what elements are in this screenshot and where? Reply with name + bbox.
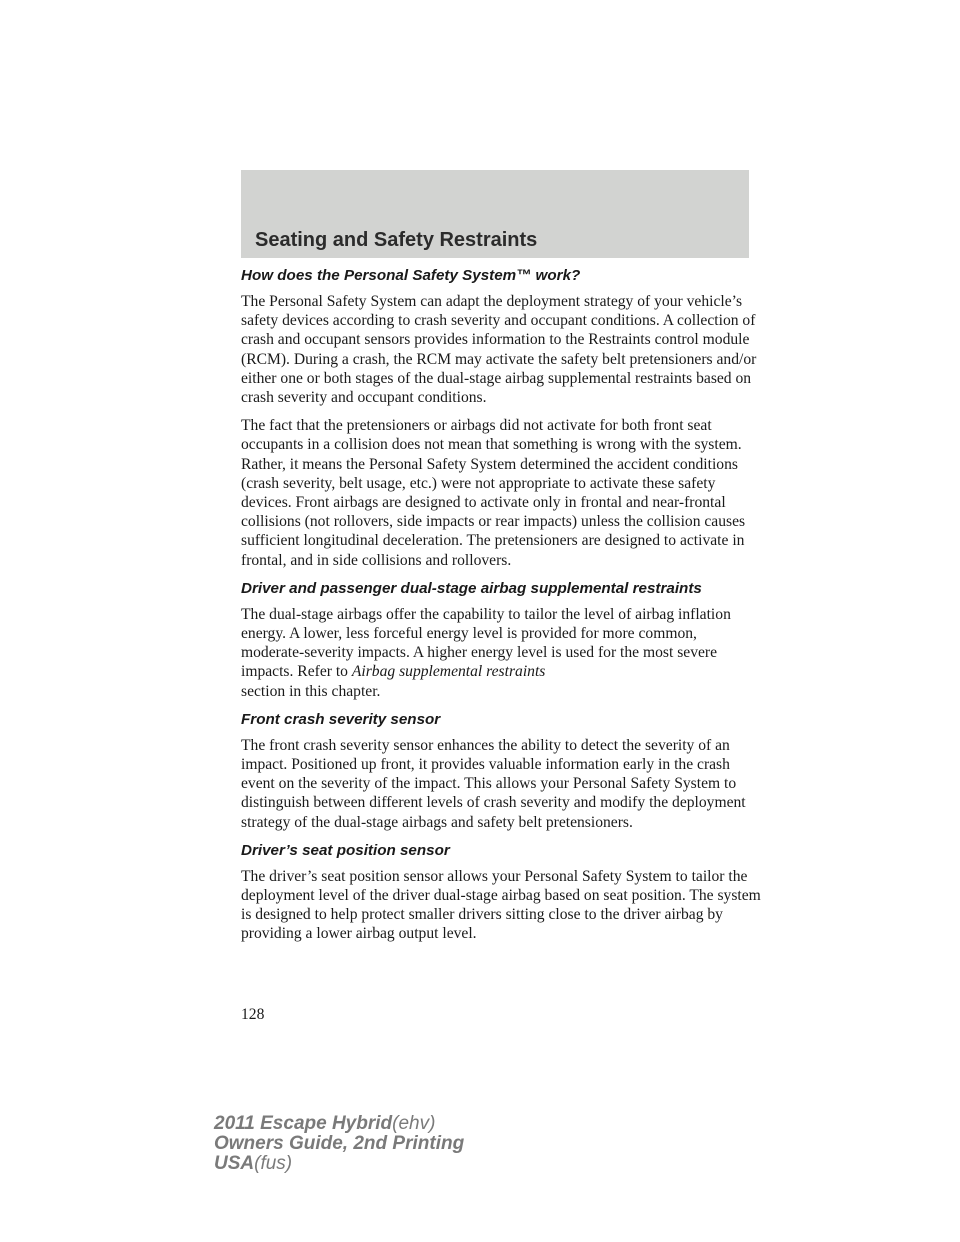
paragraph: The front crash severity sensor enhances the ability to detect the severity of an impact. Positioned up front, it provides valuable information early in the crash event on the severity of the impact. This allows your Personal Safety System to distinguish between different levels of crash severity and modify the deployment strategy of the dual-stage airbags and safety belt pretensioners. [241,736,746,831]
footer-market: USA [214,1153,255,1174]
footer-market-code: (fus) [254,1153,293,1174]
footer-model: 2011 Escape Hybrid [214,1113,393,1134]
paragraph [241,605,761,701]
page-number: 128 [241,1006,265,1023]
paragraph-text: section in this chapter. [241,682,381,700]
footer-guide: Owners Guide, 2nd Printing [214,1133,465,1154]
heading-how-it-works: How does the Personal Safety System™ work? [241,267,581,284]
heading-dual-stage-airbags: Driver and passenger dual-stage airbag supplemental restraints [241,579,702,597]
paragraph: The fact that the pretensioners or airbags did not activate for both front seat occupants in a collision does not mean that something is wrong with the system. Rather, it means the Personal Safety System determined the accident conditions (crash severity, belt usage, etc.) were not appropriate to activate these safety devices. Front airbags are designed to activate only in frontal and near-frontal collisions (not rollovers, side impacts or rear impacts) unless the collision causes sufficient longitudinal deceleration. The pretensioners are designed to activate in frontal, and in side collisions and rollovers. [241,417,746,569]
paragraph-text: The dual-stage airbags offer the capability to tailor the level of airbag inflation energy. A lower, less forceful energy level is provided for more common, moderate-severity impacts. A higher energy level is used for the most severe impacts. Refer to [241,605,731,681]
heading-seat-position-sensor: Driver’s seat position sensor [241,841,450,859]
paragraph: The Personal Safety System can adapt the deployment strategy of your vehicle’s safety devices according to crash severity and occupant conditions. A collection of crash and occupant sensors provides information to the Restraints control module (RCM). During a crash, the RCM may activate the safety belt pretensioners and/or either one or both stages of the dual-stage airbag supplemental restraints based on crash severity and occupant conditions. [241,293,757,407]
footer-model-code: (ehv) [392,1113,436,1134]
footer-imprint [214,1114,464,1174]
heading-front-crash-sensor: Front crash severity sensor [241,710,441,728]
page-content [241,266,761,944]
cross-reference: Airbag supplemental restraints [351,663,546,681]
paragraph: The driver’s seat position sensor allows your Personal Safety System to tailor the deployment level of the driver dual-stage airbag based on seat position. The system is designed to help protect smaller drivers sitting close to the driver airbag by providing a lower airbag output level. [241,867,761,943]
section-title: Seating and Safety Restraints [255,229,538,251]
